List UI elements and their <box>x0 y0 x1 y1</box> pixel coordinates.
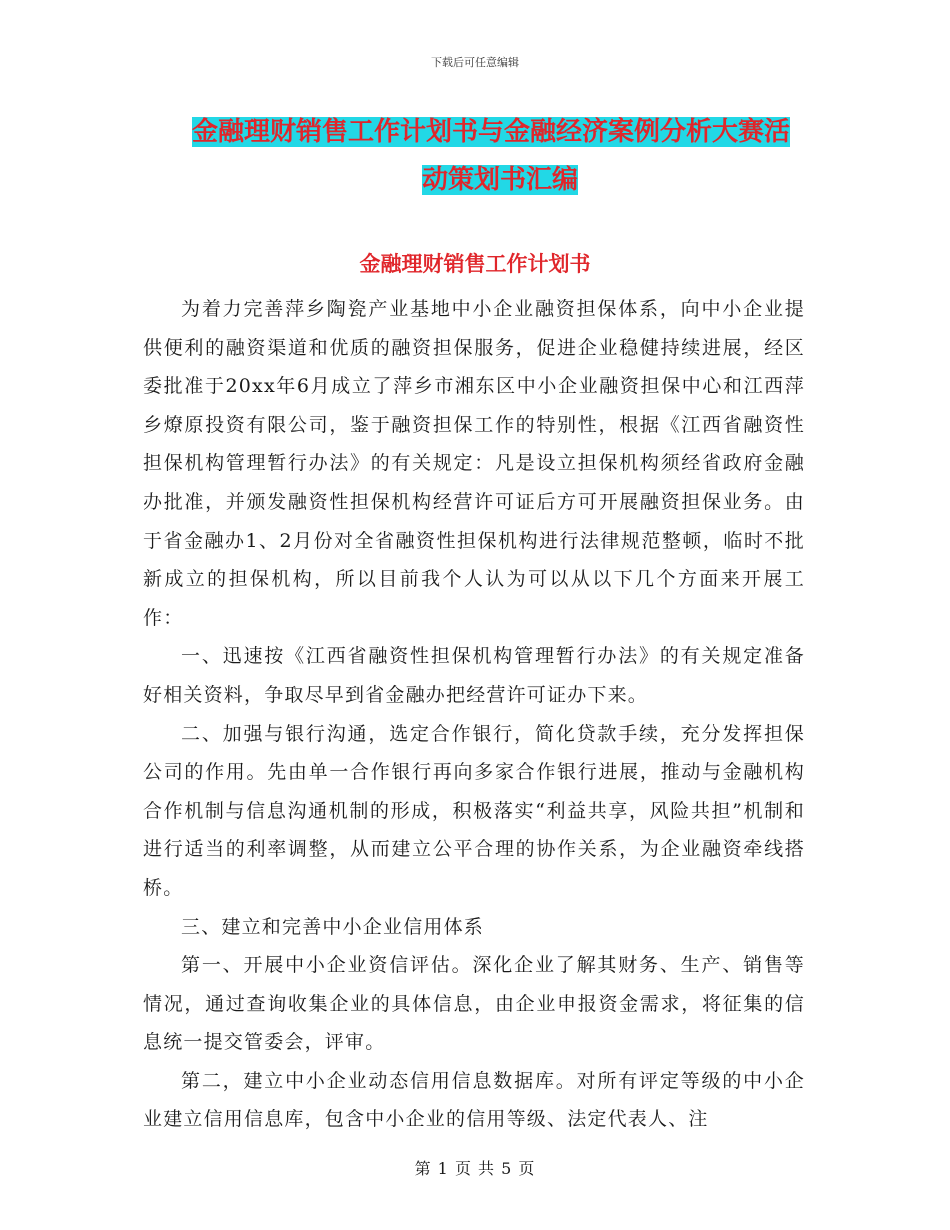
document-title <box>150 108 850 204</box>
paragraph: 第二，建立中小企业动态信用信息数据库。对所有评定等级的中小企业建立信用信息库，包含中小企业的信用等级、法定代表人、注 <box>143 1069 805 1131</box>
title-line-1: 金融理财销售工作计划书与金融经济案例分析大赛活 <box>192 117 791 147</box>
paragraph: 一、迅速按《江西省融资性担保机构管理暂行办法》的有关规定准备好相关资料，争取尽早到省金融办把经营许可证办下来。 <box>143 645 805 706</box>
page-number-footer: 第 1 页 共 5 页 <box>414 1159 536 1178</box>
paragraph: 三、建立和完善中小企业信用体系 <box>181 915 485 938</box>
document-body <box>143 290 805 1139</box>
header-note: 下载后可任意编辑 <box>431 56 519 69</box>
paragraph: 二、加强与银行沟通，选定合作银行，简化贷款手续，充分发挥担保公司的作用。先由单一合作银行再向多家合作银行进展，推动与金融机构合作机制与信息沟通机制的形成，积极落实“利益共享，风险共担”机制和进行适当的利率调整，从而建立公平合理的协作关系，为企业融资牵线搭桥。 <box>143 722 805 899</box>
section-title: 金融理财销售工作计划书 <box>359 252 591 276</box>
title-line-2: 动策划书汇编 <box>421 165 578 195</box>
paragraph: 为着力完善萍乡陶瓷产业基地中小企业融资担保体系，向中小企业提供便利的融资渠道和优质的融资担保服务，促进企业稳健持续进展，经区委批准于20xx年6月成立了萍乡市湘东区中小企业融资担保中心和江西萍乡燎原投资有限公司，鉴于融资担保工作的特别性，根据《江西省融资性担保机构管理暂行办法》的有关规定：凡是设立担保机构须经省政府金融办批准，并颁发融资性担保机构经营许可证后方可开展融资担保业务。由于省金融办1、2月份对全省融资性担保机构进行法律规范整顿，临时不批新成立的担保机构，所以目前我个人认为可以从以下几个方面来开展工作： <box>143 298 805 629</box>
paragraph: 第一、开展中小企业资信评估。深化企业了解其财务、生产、销售等情况，通过查询收集企业的具体信息，由企业申报资金需求，将征集的信息统一提交管委会，评审。 <box>143 954 805 1054</box>
